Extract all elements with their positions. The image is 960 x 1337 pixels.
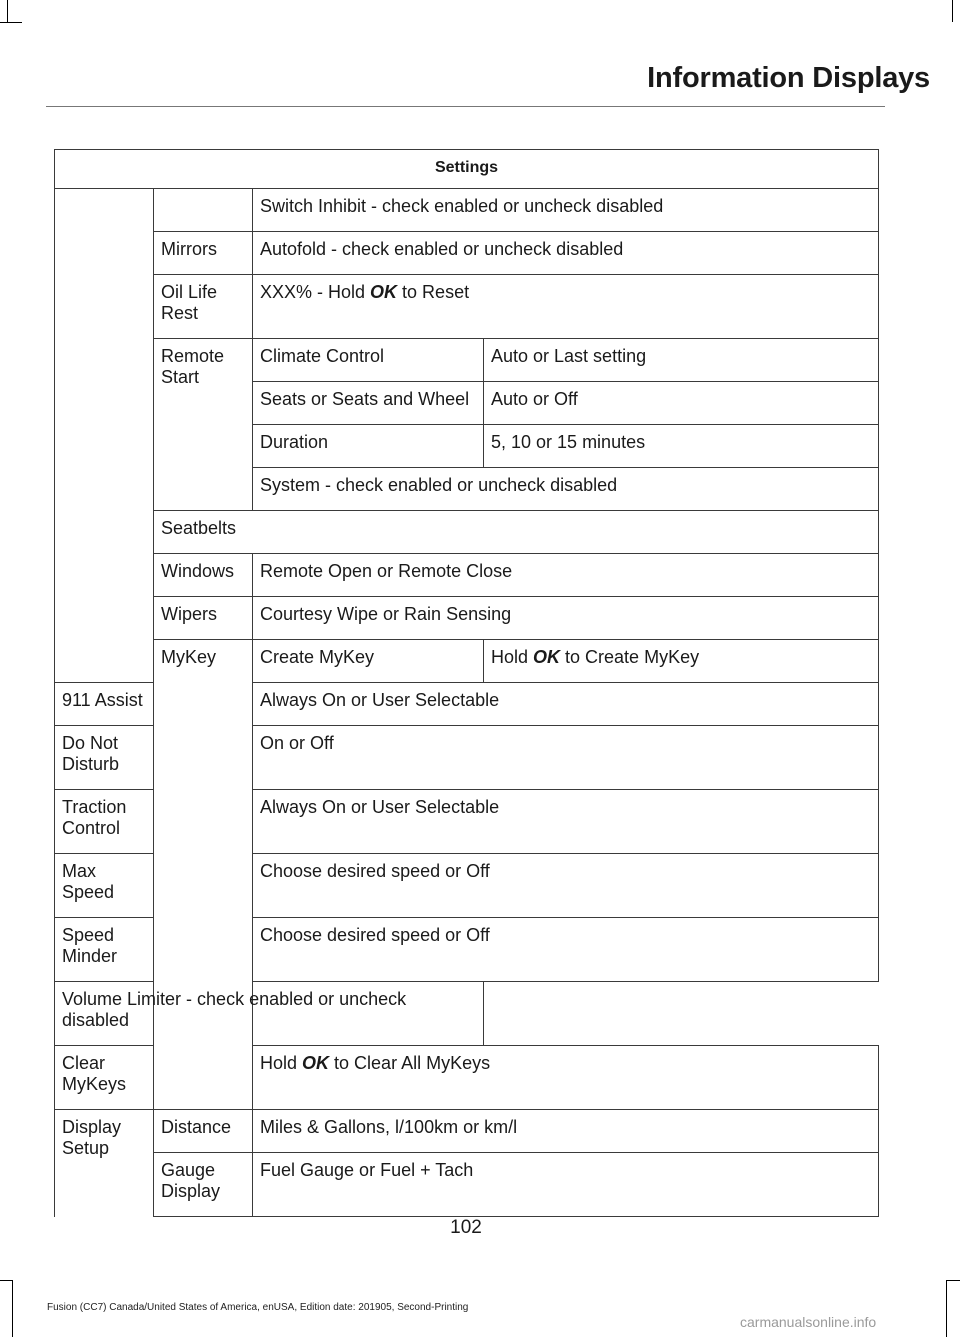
oil-life-label: Oil Life Rest [154, 275, 253, 339]
group-cell-blank [55, 189, 154, 683]
seats-value: Auto or Off [484, 382, 879, 425]
dnd-label: Do Not Disturb [55, 726, 154, 790]
speed-minder-value: Choose desired speed or Off [253, 918, 879, 982]
ok-key-text: OK [533, 647, 561, 667]
table-row [55, 982, 879, 1046]
crop-mark-top-right-v [952, 0, 953, 22]
speed-minder-label: Speed Minder [55, 918, 154, 982]
table-row [55, 189, 879, 232]
table-row [55, 554, 879, 597]
blank-label-cell [154, 189, 253, 232]
page-title: Information Displays [647, 62, 930, 94]
gauge-label: Gauge Display [154, 1153, 253, 1217]
crop-mark-bottom-left-h [0, 1280, 13, 1281]
crop-mark-bottom-right-v [946, 1280, 947, 1337]
traction-label: Traction Control [55, 790, 154, 854]
windows-label: Windows [154, 554, 253, 597]
table-title: Settings [55, 150, 879, 189]
ok-key-text: OK [370, 282, 398, 302]
seats-label: Seats or Seats and Wheel [253, 382, 484, 425]
switch-inhibit-cell: Switch Inhibit - check enabled or uncheck disabled [253, 189, 879, 232]
create-mykey-value: Hold OK to Create MyKey [484, 640, 879, 683]
climate-control-value: Auto or Last setting [484, 339, 879, 382]
remote-start-label: Remote Start [154, 339, 253, 511]
mirrors-value: Autofold - check enabled or uncheck disabled [253, 232, 879, 275]
wipers-value: Courtesy Wipe or Rain Sensing [253, 597, 879, 640]
clear-mykeys-label: Clear MyKeys [55, 1046, 154, 1110]
table-row [55, 511, 879, 554]
watermark: carmanualsonline.info [740, 1314, 877, 1330]
mykey-group-label: MyKey [154, 640, 253, 1110]
crop-mark-bottom-left-v [12, 1280, 13, 1337]
oil-life-value: XXX% - Hold OK to Reset [253, 275, 879, 339]
create-mykey-label: Create MyKey [253, 640, 484, 683]
ok-key-text: OK [302, 1053, 330, 1073]
wipers-label: Wipers [154, 597, 253, 640]
header-divider [46, 106, 885, 107]
mirrors-label: Mirrors [154, 232, 253, 275]
page-number: 102 [450, 1217, 482, 1238]
gauge-value: Fuel Gauge or Fuel + Tach [253, 1153, 879, 1217]
system-value: System - check enabled or uncheck disabled [253, 468, 879, 511]
table-row [55, 232, 879, 275]
assist-value: Always On or User Selectable [253, 683, 879, 726]
table-row [55, 640, 879, 683]
settings-table [54, 149, 879, 1217]
crop-mark-top-left-h [0, 22, 22, 23]
footer-edition-text: Fusion (CC7) Canada/United States of America, enUSA, Edition date: 201905, Second-Printing [47, 1302, 469, 1313]
max-speed-label: Max Speed [55, 854, 154, 918]
seatbelts-label: Seatbelts [154, 511, 879, 554]
duration-value: 5, 10 or 15 minutes [484, 425, 879, 468]
table-row [55, 275, 879, 339]
distance-value: Miles & Gallons, l/100km or km/l [253, 1110, 879, 1153]
assist-label: 911 Assist [55, 683, 154, 726]
windows-value: Remote Open or Remote Close [253, 554, 879, 597]
dnd-value: On or Off [253, 726, 879, 790]
crop-mark-top-left-v [7, 0, 8, 22]
table-header-row [55, 150, 879, 189]
climate-control-label: Climate Control [253, 339, 484, 382]
table-row [55, 1110, 879, 1153]
table-row [55, 1153, 879, 1217]
volume-limiter-value: Volume Limiter - check enabled or uncheck disabled [55, 982, 484, 1046]
max-speed-value: Choose desired speed or Off [253, 854, 879, 918]
table-row [55, 597, 879, 640]
distance-label: Distance [154, 1110, 253, 1153]
display-setup-label: Display Setup [55, 1110, 154, 1217]
table-row [55, 339, 879, 382]
duration-label: Duration [253, 425, 484, 468]
traction-value: Always On or User Selectable [253, 790, 879, 854]
crop-mark-bottom-right-h [946, 1280, 960, 1281]
clear-mykeys-value: Hold OK to Clear All MyKeys [253, 1046, 879, 1110]
